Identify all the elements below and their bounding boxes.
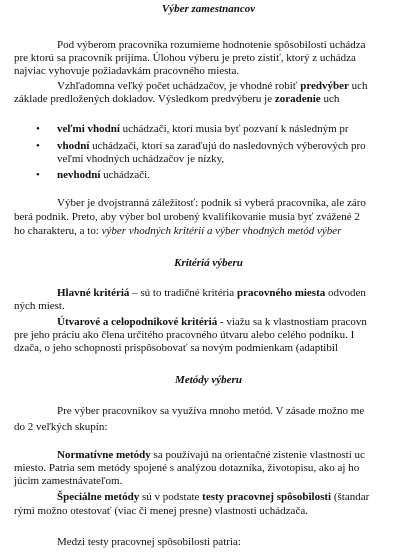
section-heading: Metódy výberu <box>175 374 242 386</box>
paragraph-line: Medzi testy pracovnej spôsobilosti patria: <box>57 536 241 548</box>
bold-term: nevhodní <box>57 169 101 181</box>
paragraph-line: Útvarové a celopodnikové kritériá - viažu sa k vlastnostiam pracovn <box>57 316 367 328</box>
paragraph-line: pre ktorú sa pracovník prijíma. Úlohou výberu je preto zistiť, ktorý z uchádza <box>14 52 356 64</box>
paragraph-line: Výber je dvojstranná záležitosť: podnik si vyberá pracovníka, ale záro <box>57 197 366 209</box>
bold-term: vhodní <box>57 140 90 152</box>
paragraph-line: najviac vyhovuje požiadavkám pracovného miesta. <box>14 65 240 77</box>
bullet-icon: • <box>36 140 40 152</box>
bold-term: testy pracovnej spôsobilosti <box>202 491 332 503</box>
bullet-icon: • <box>36 169 40 181</box>
bold-term: Hlavné kritériá <box>57 287 130 299</box>
bold-term: zoradenie <box>274 93 321 105</box>
paragraph-line: dzača, o jeho schopnosti prispôsobovať sa novým podmienkam (adaptibil <box>14 342 338 354</box>
paragraph-line: Pre výber pracovníkov sa využíva mnoho metód. V zásade možno me <box>57 405 365 417</box>
paragraph-line: Hlavné kritériá – sú to tradičné kritéria pracovného miesta odvoden <box>57 287 366 299</box>
paragraph-line: ných miest. <box>14 300 65 312</box>
list-item-continuation: veľmi vhodných uchádzačov je nízky, <box>57 153 225 165</box>
bold-term: predvýber <box>300 80 349 92</box>
paragraph-line: rými možno otestovať (viac či menej presne) vlastnosti uchádzača. <box>14 505 308 517</box>
bold-term: Normatívne metódy <box>57 449 151 461</box>
list-item: vhodní uchádzači, ktorí sa zaraďujú do nasledovných výberových pro <box>57 140 366 152</box>
bold-term: veľmi vhodní <box>57 123 120 135</box>
section-heading: Kritériá výberu <box>174 257 243 269</box>
bold-term: Špeciálne metódy <box>57 491 140 503</box>
paragraph-line: berá podnik. Preto, aby výber bol urobený kvalifikovanie musia byť zvážené 2 <box>14 211 360 223</box>
list-item: nevhodní uchádzači. <box>57 169 150 181</box>
list-item: veľmi vhodní uchádzači, ktorí musia byť pozvaní k následným pr <box>57 123 349 135</box>
page-title: Výber zamestnancov <box>161 3 256 15</box>
paragraph-line: základe predložených dokladov. Výsledkom predvýberu je zoradenie uch <box>14 93 340 105</box>
bullet-icon: • <box>36 123 40 135</box>
bold-term: pracovného miesta <box>236 287 326 299</box>
paragraph-line: do 2 veľkých skupín: <box>14 421 108 433</box>
italic-phrase: výber vhodných kritérií a výber vhodných metód výber <box>101 225 342 237</box>
paragraph-line: ho charakteru, a to: výber vhodných kritérií a výber vhodných metód výber <box>14 225 342 237</box>
paragraph-line: Vzhľadomna veľký počet uchádzačov, je vhodné robiť predvýber uch <box>57 80 368 92</box>
paragraph-line: Špeciálne metódy sú v podstate testy pracovnej spôsobilosti (štandar <box>57 491 370 503</box>
paragraph-line: Pod výberom pracovníka rozumieme hodnotenie spôsobilosti uchádza <box>57 39 366 51</box>
paragraph-line: Normatívne metódy sa používajú na orientačné zistenie vlastností uc <box>57 449 365 461</box>
bold-term: Útvarové a celopodnikové kritériá <box>57 316 218 328</box>
paragraph-line: pre jeho práciu ako člena určitého pracovného útvaru alebo celého podniku. I <box>14 329 355 341</box>
paragraph-line: miesto. Patria sem metódy spojené s analýzou dotazníka, životopisu, ako aj ho <box>14 462 360 474</box>
paragraph-line: júcim zamestnávateľom. <box>14 475 123 487</box>
